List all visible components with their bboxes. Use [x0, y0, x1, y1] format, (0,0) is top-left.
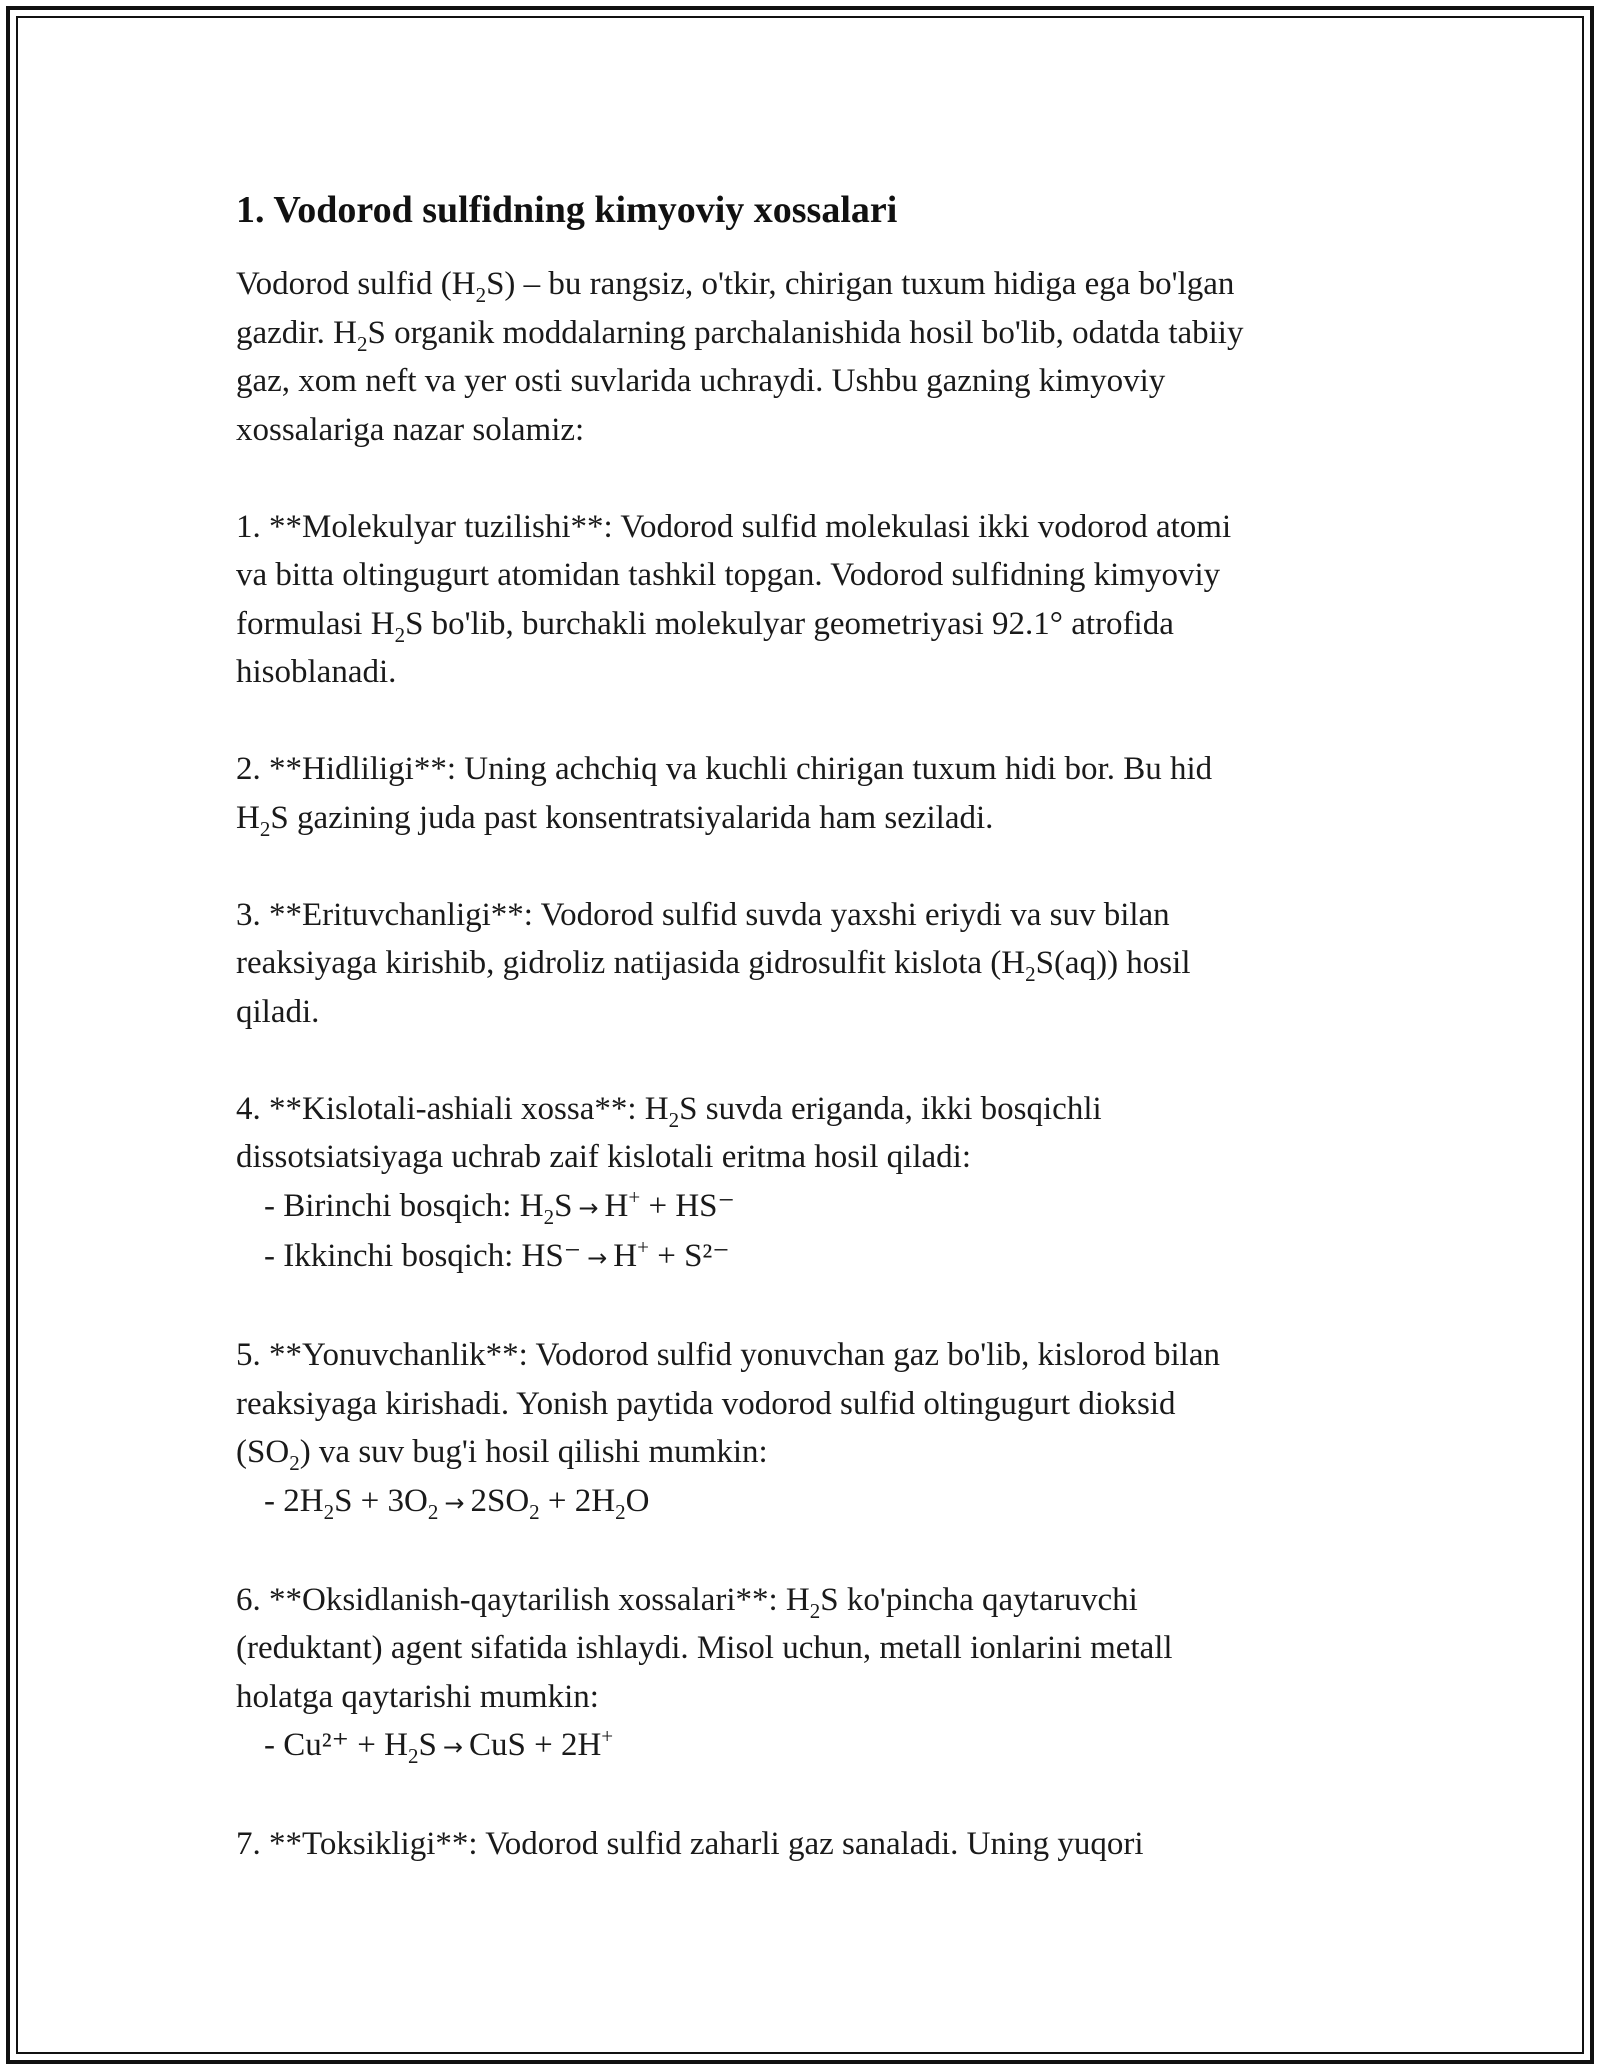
combustion-equation: - $2H_2S + 3O_2 \to 2SO_2 + 2H_2O$ [264, 1482, 650, 1524]
list-item-flammability: 5. **Yonuvchanlik**: Vodorod sulfid yonuvchan gaz bo'lib, kislorod bilan reaksiyaga kirishadi. Yonish paytida vodorod sulfid oltingugurt dioksid $(SO_2)$ va suv bug'i hosil qilishi mumkin: - $2H_2S + 3O_2 \to 2SO_2 + 2H_2O$ [236, 1331, 1366, 1527]
arrow-icon: → [578, 1193, 599, 1222]
list-item-acid-base: 4. **Kislotali-ashiali xossa**: $H_2S$ suvda eriganda, ikki bosqichli dissotsiatsiyaga uchrab zaif kislotali eritma hosil qiladi: - Birinchi bosqich: $H_2S \to H^+ + HS^-$ - Ikkinchi bosqich: HS⁻ → H+ + S²⁻ [236, 1085, 1366, 1283]
document-body [236, 186, 1366, 1869]
intro-line-2: gazdir. $H_2S$ organik moddalarning parchalanishida hosil bo'lib, odatda tabiiy [236, 314, 1244, 356]
redox-equation: - $Cu^{2+} + H_2S$ → CuS + 2H+ [264, 1724, 614, 1768]
intro-line-4: xossalariga nazar solamiz: [236, 411, 585, 448]
list-item-molecular-structure: 1. **Molekulyar tuzilishi**: Vodorod sulfid molekulasi ikki vodorod atomi va bitta oltingugurt atomidan tashkil topgan. Vodorod sulfidning kimyoviy formulasi $H_2S$ bo'lib, burchakli molekulyar geometriyasi 92.1° atrofida hisoblanadi. [236, 508, 1232, 690]
equation-step-2: - Ikkinchi bosqich: HS⁻ → H+ + S²⁻ [264, 1235, 730, 1274]
intro-line-1: Vodorod sulfid $(H_2S)$ – bu rangsiz, o'tkir, chirigan tuxum hidiga ega bo'lgan [236, 266, 1235, 307]
list-item-redox: 6. **Oksidlanish-qaytarilish xossalari**: $H_2S$ ko'pincha qaytaruvchi (reduktant) agent sifatida ishlaydi. Misol uchun, metall ionlarini metall holatga qaytarishi mumkin: - $Cu^{2+} + H_2S$ → CuS + 2H+ [236, 1576, 1366, 1772]
intro-paragraph [236, 260, 1366, 454]
arrow-icon: → [587, 1244, 608, 1272]
list-item-solubility: 3. **Erituvchanligi**: Vodorod sulfid suvda yaxshi eriydi va suv bilan reaksiyaga kirishib, gidroliz natijasida gidrosulfit kislota $(H_2S(aq))$ hosil qiladi. [236, 896, 1191, 1030]
document-title: 1. Vodorod sulfidning kimyoviy xossalari [236, 189, 898, 231]
intro-line-3: gaz, xom neft va yer osti suvlarida uchraydi. Ushbu gazning kimyoviy [236, 363, 1166, 399]
equation-step-1: - Birinchi bosqich: $H_2S \to H^+ + HS^-$ [264, 1184, 735, 1229]
list-item-odor: 2. **Hidliligi**: Uning achchiq va kuchli chirigan tuxum hidi bor. Bu hid $H_2S$ gazining juda past konsentratsiyalarida ham seziladi. [236, 751, 1213, 841]
list-item-toxicity: 7. **Toksikligi**: Vodorod sulfid zaharli gaz sanaladi. Uning yuqori [236, 1826, 1144, 1862]
arrow-icon: → [444, 1488, 465, 1517]
arrow-icon: → [442, 1733, 463, 1761]
